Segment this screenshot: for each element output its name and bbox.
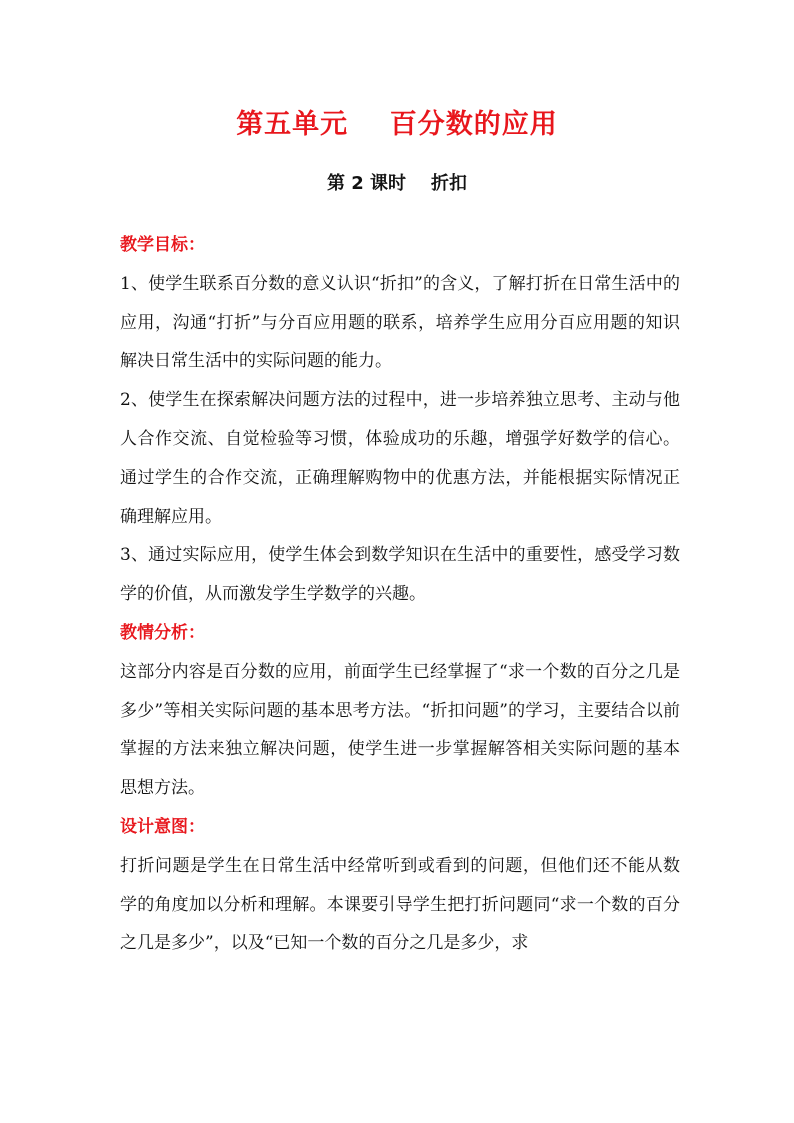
section-heading-goals: 教学目标： <box>120 235 205 255</box>
design-paragraph: 打折问题是学生在日常生活中经常听到或看到的问题，但他们还不能从数学的角度加以分析和理解。本课要引导学生把打折问题同“求一个数的百分之几是多少”，以及“已知一个数的百分之几是多少，求 <box>120 855 680 954</box>
document-title: 第五单元 百分数的应用 <box>236 109 558 140</box>
lesson-subtitle: 第 2 课时 折扣 <box>326 173 468 194</box>
goal-paragraph-1: 1、使学生联系百分数的意义认识“折扣”的含义，了解打折在日常生活中的应用，沟通“打折”与分百应用题的联系，培养学生应用分百应用题的知识解决日常生活中的实际问题的能力。 <box>120 273 680 372</box>
section-heading-analysis: 教情分析： <box>120 622 205 643</box>
goal-paragraph-3: 3、通过实际应用，使学生体会到数学知识在生活中的重要性，感受学习数学的价值，从而激发学生学数学的兴趣。 <box>120 545 680 605</box>
section-heading-design: 设计意图： <box>120 816 205 837</box>
analysis-paragraph: 这部分内容是百分数的应用，前面学生已经掌握了“求一个数的百分之几是多少”等相关实际问题的基本思考方法。“折扣问题”的学习，主要结合以前掌握的方法来独立解决问题，使学生进一步掌握解答相关实际问题的基本思想方法。 <box>120 661 680 799</box>
goal-paragraph-2: 2、使学生在探索解决问题方法的过程中，进一步培养独立思考、主动与他人合作交流、自觉检验等习惯，体验成功的乐趣，增强学好数学的信心。通过学生的合作交流，正确理解购物中的优惠方法，并能根据实际情况正确理解应用。 <box>120 390 680 527</box>
document-body <box>120 226 680 963</box>
